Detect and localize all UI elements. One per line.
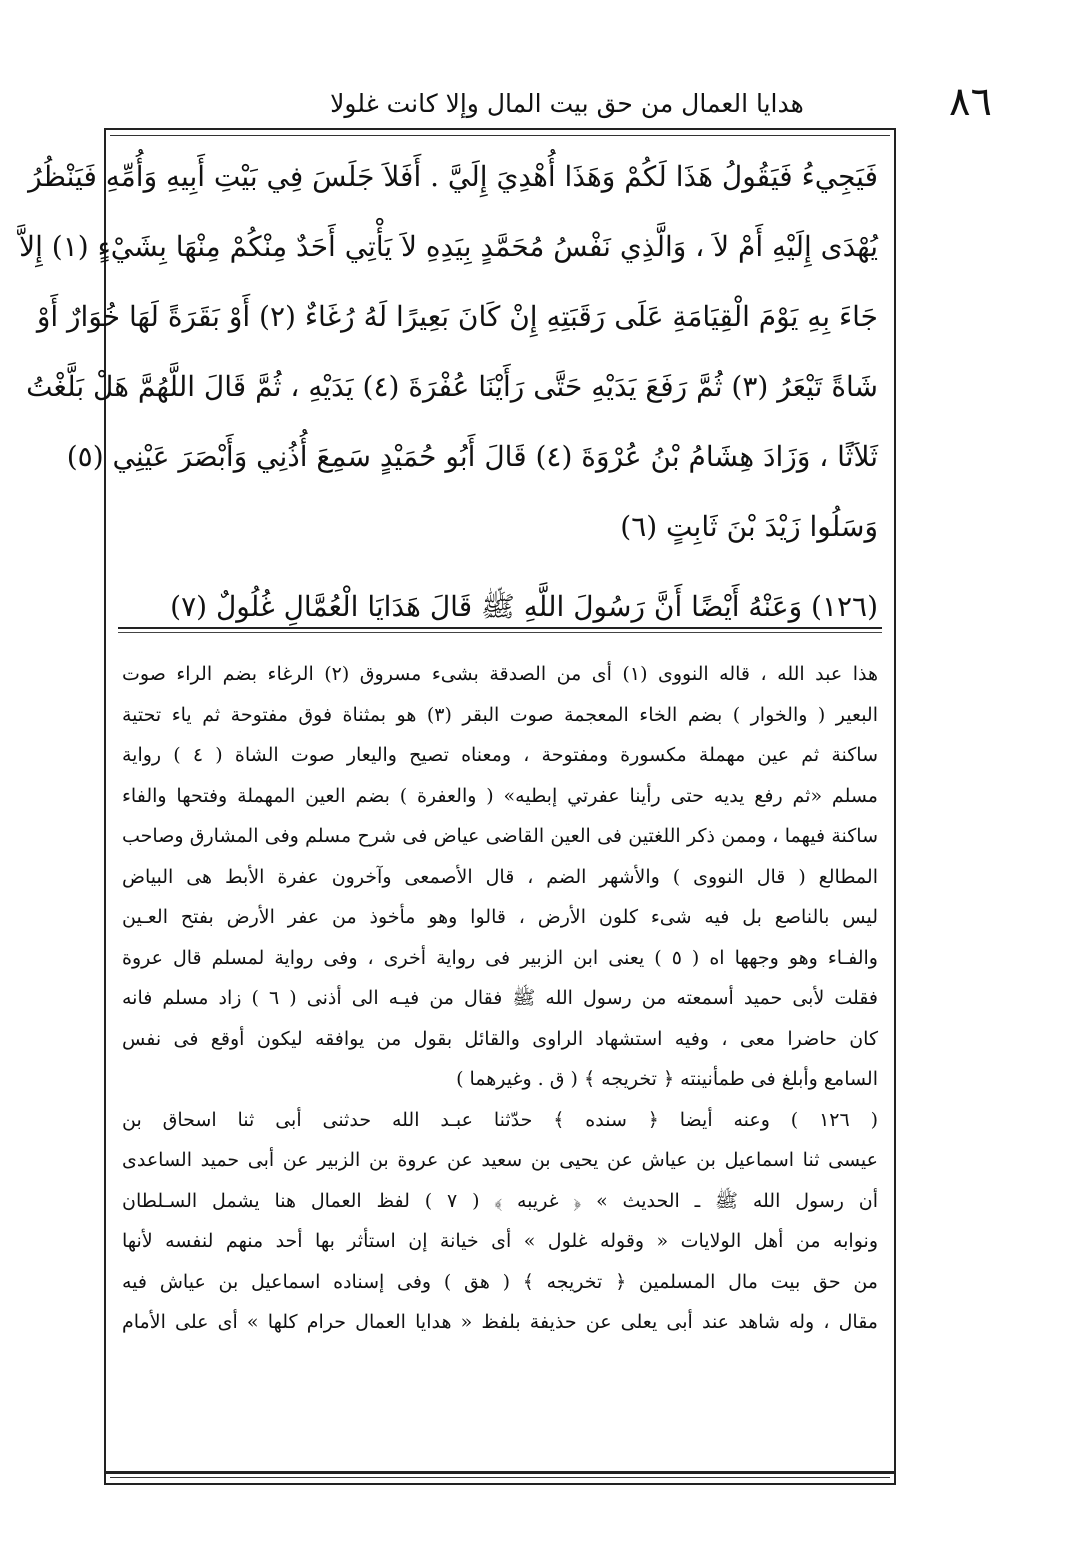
commentary-line: ونوابه من أهل الولايات « وقوله غلول » أى خيانة إن استأثر بها أحد منهم لنفسه لأنها <box>122 1230 878 1252</box>
commentary-line: مسلم «ثم رفع يديه حتى رأينا عفرتي إبطيه» ( والعفرة ) بضم العين المهملة وفتحها والفاء <box>122 784 878 807</box>
commentary-line: ( ١٢٦ ) وعنه أيضا ﴿ سنده ﴾ حدّثنا عبـد الله حدثنى أبى ثنا اسحاق بن <box>122 1108 879 1131</box>
hadith-text <box>19 142 878 642</box>
hadith-line: فَيَجِيءُ فَيَقُولُ هَذَا لَكُمْ وَهَذَا أُهْدِيَ إِلَيَّ . أَفَلاَ جَلَسَ فِي بَيْتِ أَبِيهِ وَأُمِّهِ فَيَنْظُرُ <box>28 160 878 193</box>
commentary-line: أن رسول الله ﷺ ـ الحديث » ﴿ غريبه ﴾ ( ٧ ) لفظ العمال هنا يشمل السـلطان <box>122 1189 878 1212</box>
commentary-line: السامع وأبلغ فى طمأنينته ﴿ تخريجه ﴾ ( ق . وغيرهما ) <box>456 1068 878 1090</box>
commentary-line: من حق بيت مال المسلمين ﴿ تخريجه ﴾ ( هق ) وفى إسناده اسماعيل بن عياش فيه <box>122 1270 878 1293</box>
running-title: هدايا العمال من حق بيت المال وإلا كانت غلولا <box>330 89 804 118</box>
commentary-line: المطالع ( قال النووى ) والأشهر الضم ، قال الأصمعى وآخرون عفرة الأبط هى البياض <box>122 865 878 888</box>
section-divider <box>118 627 882 629</box>
commentary-line: ساكنة فيهما ، وممن ذكر اللغتين فى العين القاضى عياض فى شرح مسلم وفى المشارق وصاحب <box>122 825 878 847</box>
hadith-line: ثَلاَثًا ، وَزَادَ هِشَامُ بْنُ عُرْوَةَ (٤) قَالَ أَبُو حُمَيْدٍ سَمِعَ أُذُنِي وَأَبْصَرَ عَيْنِي (٥) <box>66 440 878 473</box>
commentary-line: كان حاضرا معى ، وفيه استشهاد الراوى والقائل بقول من يوافقه ليكون أوقع فى نفس <box>122 1027 878 1050</box>
commentary-line: هذا عبد الله ، قاله النووى (١) أى من الصدقة بشىء مسروق (٢) الرغاء بضم الراء صوت <box>122 663 878 685</box>
commentary-line: البعير ( والخوار ) بضم الخاء المعجمة صوت البقر (٣) هو بمثناة فوق مفتوحة ثم ياء تحتية <box>122 703 878 726</box>
hadith-line: جَاءَ بِهِ يَوْمَ الْقِيَامَةِ عَلَى رَقَبَتِهِ إِنْ كَانَ بَعِيرًا لَهُ رُغَاءٌ (٢) أَوْ بَقَرَةً لَهَا خُوَارٌ أَوْ <box>36 300 878 333</box>
hadith-heading: (١٢٦) وَعَنْهُ أَيْضًا أَنَّ رَسُولَ اللَّهِ ﷺ قَالَ هَدَايَا الْعُمَّالِ غُلُولٌ (٧) <box>170 590 878 623</box>
hadith-line: يُهْدَى إِلَيْهِ أَمْ لاَ ، وَالَّذِي نَفْسُ مُحَمَّدٍ بِيَدِهِ لاَ يَأْتِي أَحَدٌ مِنْكُمْ مِنْهَا بِشَيْءٍ (١) إِلاَّ <box>19 230 878 263</box>
hadith-line: وَسَلُوا زَيْدَ بْنَ ثَابِتٍ (٦) <box>620 510 878 543</box>
commentary-line: مقال ، وله شاهد عند أبى يعلى عن حذيفة بلفظ « هدايا العمال حرام كلها » أى على الأمام <box>122 1311 878 1333</box>
page-number: ٨٦ <box>949 79 992 125</box>
commentary-line: والفـاء وهو وجهها اه ( ٥ ) يعنى ابن الزبير فى رواية أخرى ، وفى رواية لمسلم قال عروة <box>122 946 878 969</box>
hadith-line: شَاةً تَيْعَرُ (٣) ثُمَّ رَفَعَ يَدَيْهِ حَتَّى رَأَيْنَا عُفْرَةَ (٤) يَدَيْهِ ، ثُمَّ قَالَ اللَّهُمَّ هَلْ بَلَّغْتُ <box>26 370 878 403</box>
commentary-text <box>122 654 878 1343</box>
page-header <box>100 79 992 128</box>
commentary-line: عيسى ثنا اسماعيل بن عياش عن يحيى بن سعيد عن عروة بن الزبير عن أبى حميد الساعدى <box>122 1149 878 1171</box>
commentary-line: ساكنة ثم عين مهملة مكسورة ومفتوحة ، ومعناه تصيح واليعار صوت الشاة ( ٤ ) رواية <box>122 744 878 766</box>
commentary-line: فقلت لأبى حميد أسمعته من رسول الله ﷺ فقال من فيـه الى أذنى ( ٦ ) زاد مسلم فانه <box>122 987 879 1009</box>
commentary-line: ليس بالناصع بل فيه شىء كلون الأرض ، قالوا وهو مأخوذ من عفر الأرض بفتح العـين <box>122 906 878 928</box>
bottom-rule <box>104 1471 896 1474</box>
